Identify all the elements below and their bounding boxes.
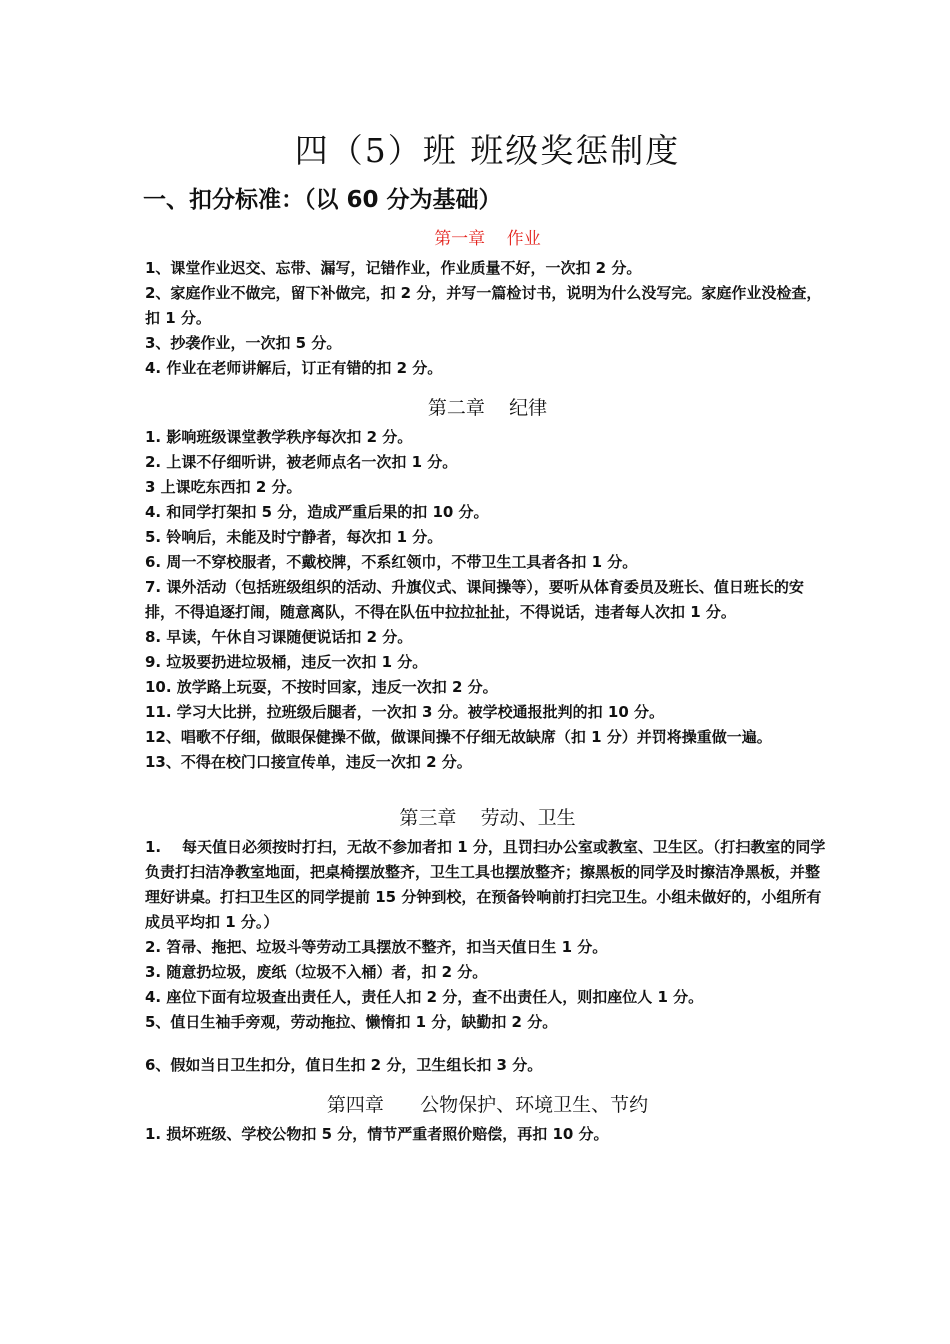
- rule-item: 12、唱歌不仔细，做眼保健操不做，做课间操不仔细无故缺席（扣 1 分）并罚将操重做一遍。: [145, 728, 772, 746]
- rule-item: 13、不得在校门口接宣传单，违反一次扣 2 分。: [145, 753, 472, 771]
- rule-item: 6. 周一不穿校服者，不戴校牌，不系红领巾，不带卫生工具者各扣 1 分。: [145, 553, 638, 571]
- rule-item: 9. 垃圾要扔进垃圾桶，违反一次扣 1 分。: [145, 653, 428, 671]
- chapter-homework: [145, 226, 830, 381]
- rule-item: 4. 座位下面有垃圾查出责任人，责任人扣 2 分，查不出责任人，则扣座位人 1 分。: [145, 988, 704, 1006]
- rule-item: 2、家庭作业不做完，留下补做完，扣 2 分，并写一篇检讨书，说明为什么没写完。家庭作业没检查，扣 1 分。: [145, 284, 822, 327]
- rule-item: 5、值日生袖手旁观，劳动拖拉、懒惰扣 1 分，缺勤扣 2 分。: [145, 1013, 558, 1031]
- rule-item: 10. 放学路上玩耍，不按时回家，违反一次扣 2 分。: [145, 678, 498, 696]
- rule-item: 1、课堂作业迟交、忘带、漏写，记错作业，作业质量不好，一次扣 2 分。: [145, 259, 642, 277]
- section-heading-deduction-standard: 一、扣分标准：（以 60 分为基础）: [143, 187, 502, 213]
- rule-item: 4. 和同学打架扣 5 分，造成严重后果的扣 10 分。: [145, 503, 489, 521]
- rule-item: 3. 随意扔垃圾，废纸（垃圾不入桶）者，扣 2 分。: [145, 963, 488, 981]
- chapter-title: 第一章 作业: [434, 229, 541, 249]
- rule-item: 2. 笤帚、拖把、垃圾斗等劳动工具摆放不整齐，扣当天值日生 1 分。: [145, 938, 608, 956]
- chapter-property-protection: [145, 1092, 830, 1147]
- chapter-discipline: [145, 395, 830, 775]
- rule-item: 1. 影响班级课堂教学秩序每次扣 2 分。: [145, 428, 413, 446]
- rule-item: 6、假如当日卫生扣分，值日生扣 2 分，卫生组长扣 3 分。: [145, 1056, 543, 1074]
- rule-item: 8. 早读，午休自习课随便说话扣 2 分。: [145, 628, 413, 646]
- rule-item: 1. 损坏班级、学校公物扣 5 分，情节严重者照价赔偿，再扣 10 分。: [145, 1125, 609, 1143]
- rule-item: 4. 作业在老师讲解后，订正有错的扣 2 分。: [145, 359, 443, 377]
- chapter-title: 第二章 纪律: [427, 397, 548, 419]
- rule-item: 2. 上课不仔细听讲，被老师点名一次扣 1 分。: [145, 453, 458, 471]
- rule-item: 7. 课外活动（包括班级组织的活动、升旗仪式、课间操等），要听从体育委员及班长、值日班长的安排，不得追逐打闹，随意离队，不得在队伍中拉拉扯扯，不得说话，违者每人次扣 1 分。: [145, 578, 804, 621]
- chapter-labor-hygiene: [145, 805, 830, 1078]
- rule-item: 5. 铃响后，未能及时宁静者，每次扣 1 分。: [145, 528, 443, 546]
- chapter-title: 第四章 公物保护、环境卫生、节约: [326, 1094, 649, 1116]
- chapter-title: 第三章 劳动、卫生: [399, 807, 576, 829]
- rule-item: 3、抄袭作业，一次扣 5 分。: [145, 334, 342, 352]
- rule-item: 11. 学习大比拼，拉班级后腿者，一次扣 3 分。被学校通报批判的扣 10 分。: [145, 703, 664, 721]
- rule-item: 3 上课吃东西扣 2 分。: [145, 478, 302, 496]
- rule-item: 1. 每天值日必须按时打扫，无故不参加者扣 1 分，且罚扫办公室或教室、卫生区。（打扫教室的同学负责打扫洁净教室地面，把桌椅摆放整齐，卫生工具也摆放整齐；擦黑板的同学及时擦洁净黑板，并整理好讲桌。打扫卫生区的同学提前 15 分钟到校，在预备铃响前打扫完卫生。小组未做好的，小组所有成员平均扣 1 分。）: [145, 838, 826, 931]
- document-title: 四（5）班 班级奖惩制度: [294, 131, 681, 170]
